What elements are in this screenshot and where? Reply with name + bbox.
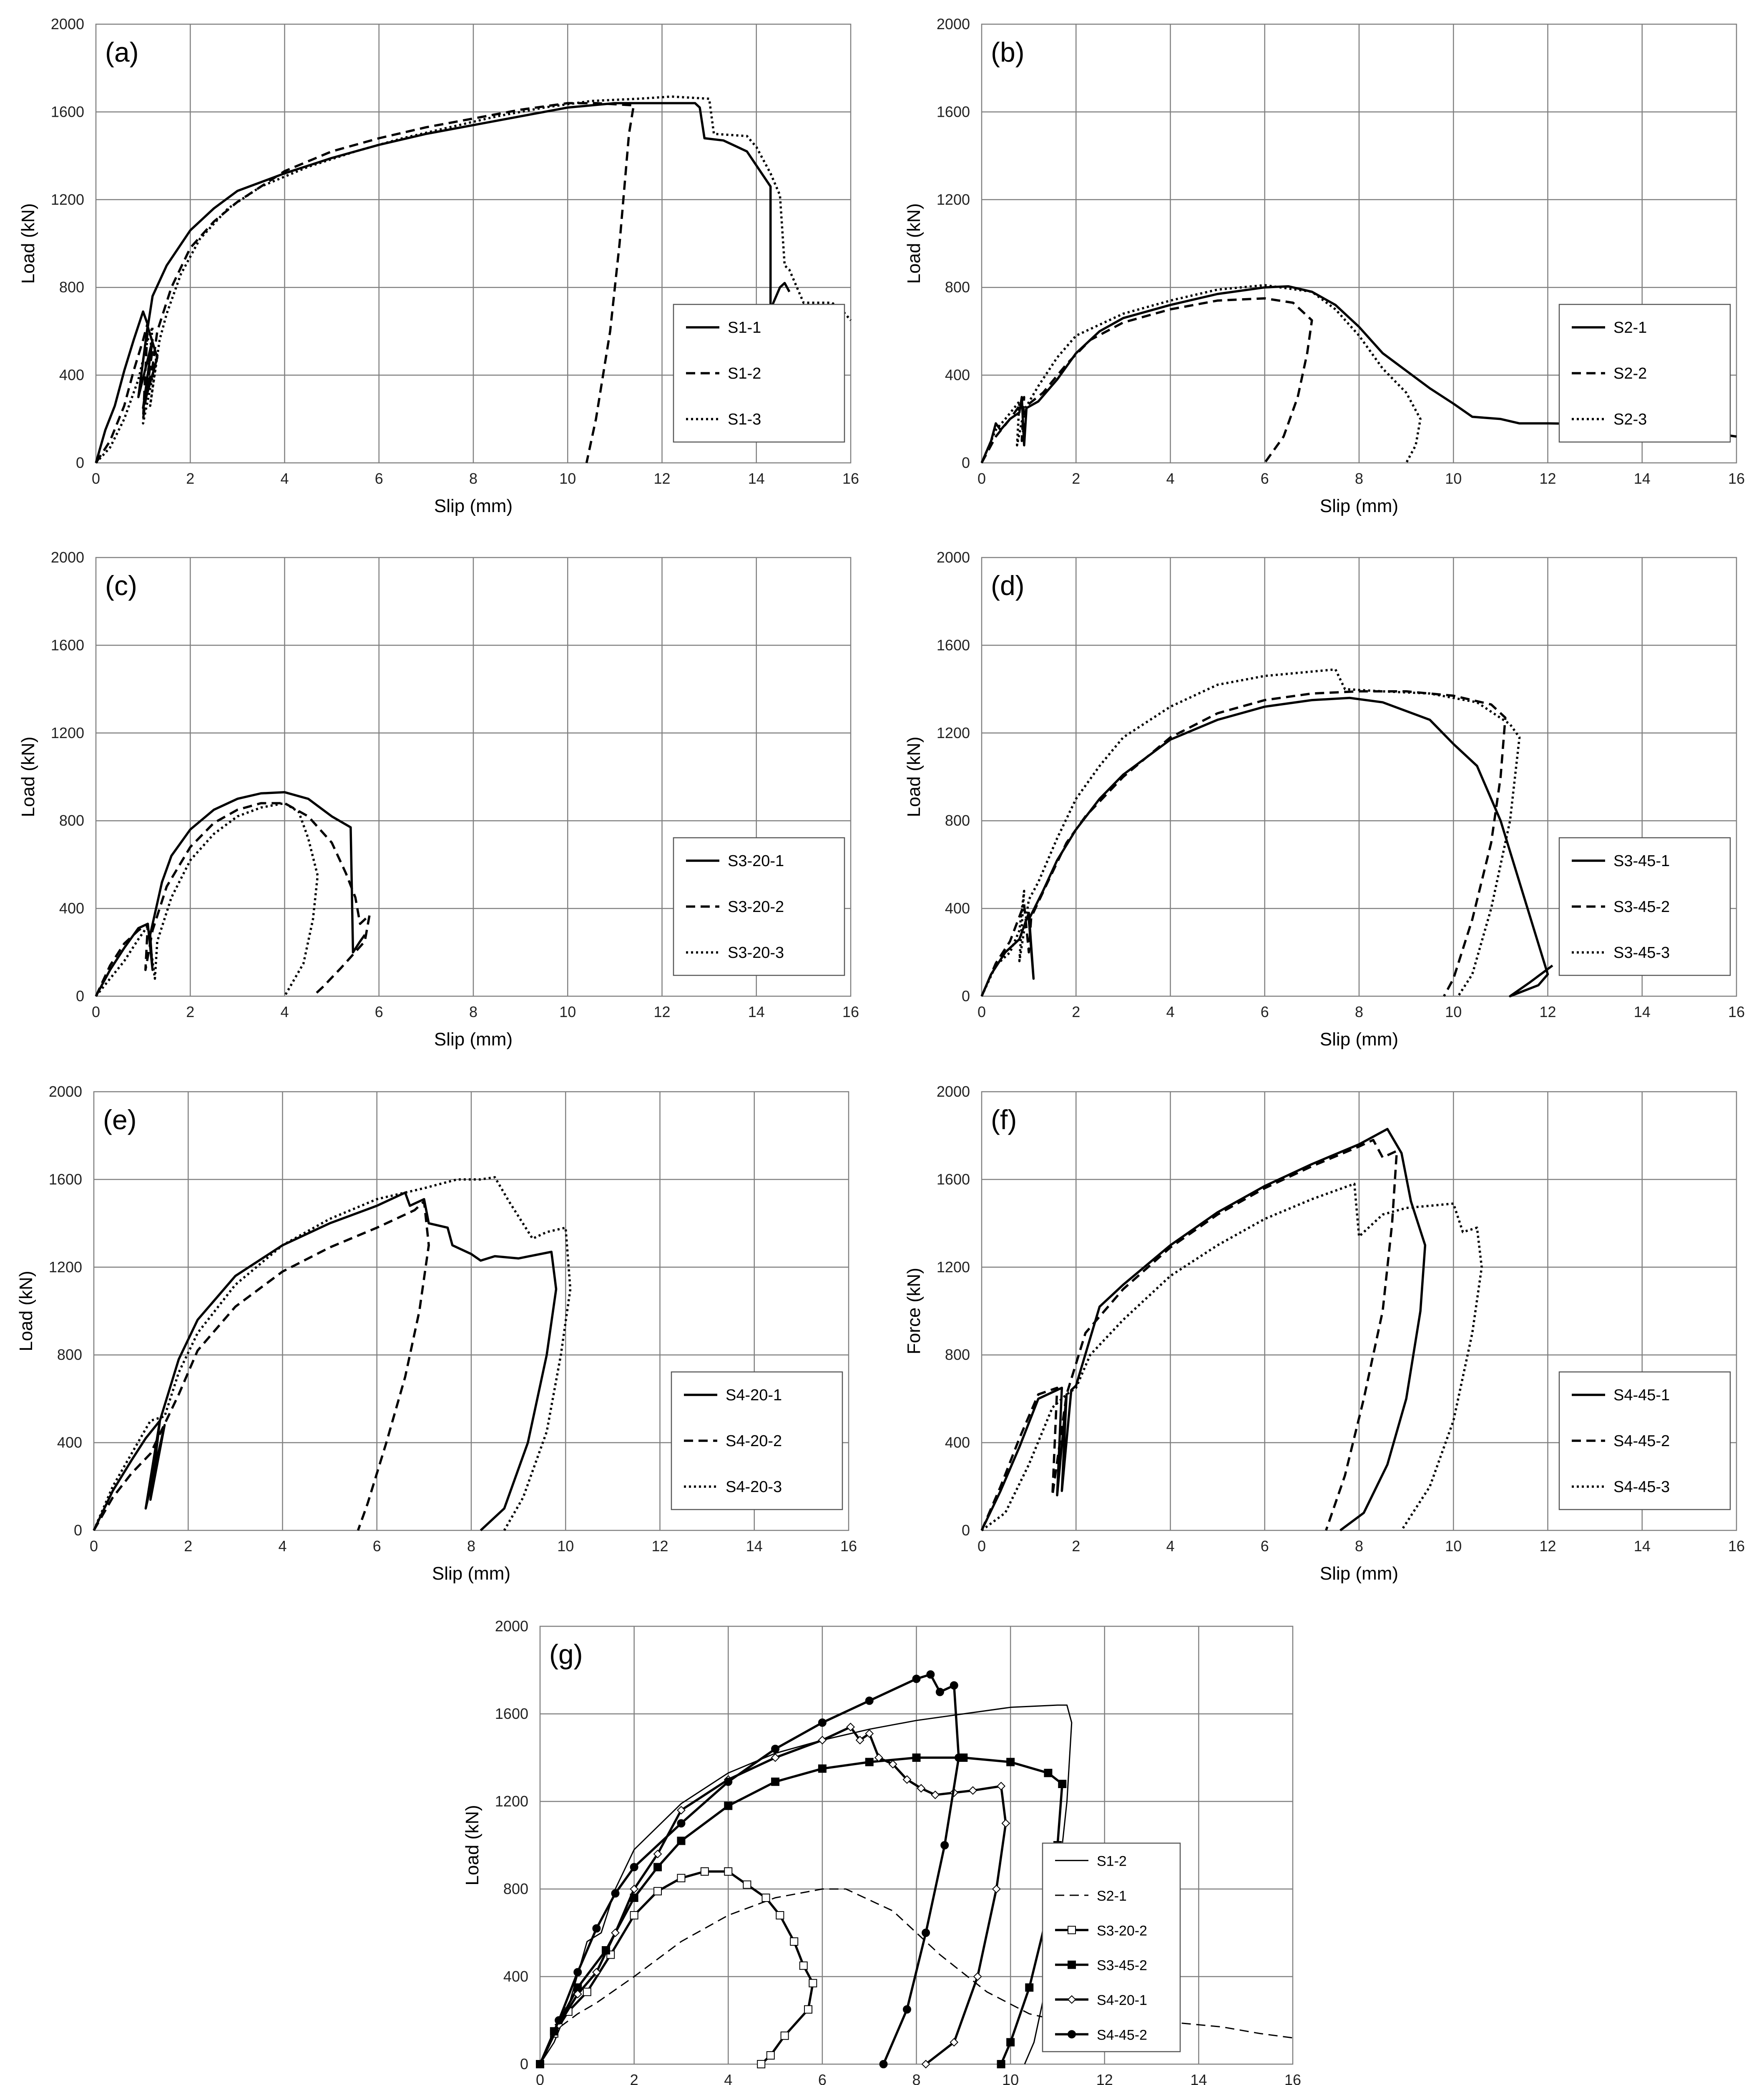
x-tick-label: 4 — [1166, 1537, 1175, 1555]
y-tick-label: 400 — [59, 899, 84, 917]
data-point-marker — [998, 1782, 1005, 1790]
data-point-marker — [1007, 2039, 1014, 2046]
x-tick-label: 12 — [1539, 1003, 1556, 1020]
y-tick-label: 2000 — [495, 1618, 528, 1635]
panel-label: (g) — [549, 1639, 583, 1670]
data-point-marker — [574, 1969, 581, 1976]
legend-label: S3-20-2 — [728, 898, 784, 916]
x-tick-label: 10 — [1445, 1537, 1462, 1555]
y-tick-label: 800 — [945, 1346, 970, 1364]
data-point-marker — [809, 1979, 817, 1987]
data-point-marker — [767, 2052, 774, 2059]
y-tick-label: 400 — [503, 1968, 528, 1985]
data-point-marker — [941, 1841, 948, 1849]
data-point-marker — [677, 1820, 685, 1827]
x-tick-label: 0 — [977, 1003, 986, 1020]
y-tick-label: 0 — [75, 987, 84, 1005]
x-tick-label: 0 — [91, 470, 101, 487]
data-point-marker — [677, 1874, 685, 1882]
y-tick-label: 400 — [57, 1434, 82, 1451]
data-point-marker — [724, 1778, 732, 1786]
chart-panel — [904, 15, 1745, 516]
x-tick-label: 14 — [746, 1537, 763, 1555]
chart-panel — [904, 1083, 1745, 1584]
y-tick-label: 1200 — [936, 1258, 970, 1276]
data-point-marker — [724, 1802, 732, 1810]
x-tick-label: 10 — [559, 1003, 576, 1020]
y-tick-label: 1600 — [50, 636, 84, 654]
legend-label: S2-3 — [1613, 411, 1647, 428]
data-point-marker — [998, 2060, 1005, 2068]
data-point-marker — [974, 1973, 981, 1980]
y-tick-label: 2000 — [936, 15, 970, 33]
data-point-marker — [654, 1887, 661, 1895]
x-tick-label: 14 — [748, 1003, 765, 1020]
x-tick-label: 10 — [1002, 2071, 1019, 2085]
panel-label: (f) — [991, 1104, 1017, 1135]
data-point-marker — [927, 1671, 934, 1678]
x-tick-label: 16 — [842, 470, 859, 487]
series-line — [540, 1871, 813, 2064]
data-point-marker — [932, 1791, 939, 1799]
legend-label: S3-20-1 — [728, 852, 784, 870]
x-tick-label: 12 — [1539, 470, 1556, 487]
legend — [1043, 1843, 1180, 2052]
y-tick-label: 800 — [59, 812, 84, 829]
data-point-marker — [1002, 1820, 1010, 1827]
legend-label: S1-2 — [728, 365, 761, 382]
chart-panel — [462, 1618, 1301, 2085]
x-tick-label: 8 — [1354, 470, 1364, 487]
series-line — [540, 1675, 959, 2065]
y-tick-label: 2000 — [936, 549, 970, 566]
panel-label: (e) — [103, 1104, 137, 1135]
x-tick-label: 0 — [91, 1003, 101, 1020]
chart-panel — [18, 549, 859, 1050]
x-tick-label: 6 — [1260, 470, 1269, 487]
data-point-marker — [922, 1929, 930, 1937]
x-axis-label: Slip (mm) — [434, 1029, 513, 1050]
data-point-marker — [866, 1697, 873, 1705]
y-tick-label: 800 — [503, 1880, 528, 1897]
legend-label: S2-1 — [1613, 319, 1647, 337]
data-point-marker — [701, 1868, 709, 1875]
x-tick-label: 8 — [467, 1537, 476, 1555]
data-point-marker — [771, 1745, 779, 1753]
y-tick-label: 2000 — [936, 1083, 970, 1100]
x-tick-label: 10 — [1445, 470, 1462, 487]
data-point-marker — [593, 1925, 600, 1932]
series-line — [96, 803, 369, 996]
x-axis-label: Slip (mm) — [1319, 1563, 1399, 1584]
data-point-marker — [654, 1864, 661, 1871]
data-point-marker — [536, 2060, 544, 2068]
legend-label: S1-1 — [728, 319, 761, 337]
y-tick-label: 800 — [945, 812, 970, 829]
x-tick-label: 2 — [1072, 1003, 1081, 1020]
x-tick-label: 10 — [559, 470, 576, 487]
x-tick-label: 2 — [1072, 470, 1081, 487]
data-point-marker — [1068, 1961, 1075, 1969]
legend-label: S3-45-2 — [1613, 898, 1670, 916]
y-axis-label: Load (kN) — [18, 203, 38, 284]
data-point-marker — [757, 2060, 765, 2068]
y-tick-label: 800 — [57, 1346, 82, 1364]
panel-label: (a) — [105, 37, 139, 68]
x-tick-label: 16 — [842, 1003, 859, 1020]
legend — [1559, 838, 1730, 975]
data-point-marker — [1044, 1769, 1052, 1777]
x-tick-label: 2 — [186, 1003, 195, 1020]
y-tick-label: 0 — [961, 1522, 970, 1539]
y-tick-label: 1200 — [936, 724, 970, 741]
x-tick-label: 2 — [630, 2071, 638, 2085]
data-point-marker — [993, 1885, 1000, 1893]
data-point-marker — [936, 1688, 944, 1696]
x-axis-label: Slip (mm) — [1319, 496, 1399, 516]
y-axis-label: Load (kN) — [18, 736, 38, 817]
legend-label: S1-2 — [1097, 1853, 1127, 1869]
legend-label: S3-20-2 — [1097, 1923, 1147, 1939]
x-tick-label: 6 — [818, 2071, 827, 2085]
data-point-marker — [913, 1675, 920, 1683]
chart-panel — [904, 549, 1745, 1050]
x-tick-label: 6 — [1260, 1537, 1269, 1555]
x-tick-label: 14 — [748, 470, 765, 487]
panel-label: (c) — [105, 570, 137, 601]
legend-label: S3-20-3 — [728, 944, 784, 962]
data-point-marker — [819, 1719, 826, 1726]
x-tick-label: 14 — [1633, 1003, 1651, 1020]
y-axis-label: Force (kN) — [904, 1268, 924, 1354]
y-tick-label: 1200 — [50, 191, 84, 208]
y-tick-label: 0 — [961, 454, 970, 471]
data-point-marker — [1068, 2030, 1075, 2038]
legend-label: S1-3 — [728, 411, 761, 428]
legend-label: S3-45-2 — [1097, 1957, 1147, 1974]
x-axis-label: Slip (mm) — [434, 496, 513, 516]
series-line — [94, 1177, 570, 1530]
data-point-marker — [819, 1765, 826, 1772]
x-tick-label: 12 — [653, 470, 671, 487]
data-point-marker — [631, 1864, 638, 1871]
data-point-marker — [1007, 1758, 1014, 1766]
y-axis-label: Load (kN) — [904, 203, 924, 284]
x-tick-label: 14 — [1633, 1537, 1651, 1555]
data-point-marker — [804, 2006, 812, 2013]
series-line — [982, 698, 1553, 996]
legend — [1559, 304, 1730, 442]
x-axis-label: Slip (mm) — [1319, 1029, 1399, 1050]
x-tick-label: 14 — [1633, 470, 1651, 487]
x-tick-label: 4 — [280, 1003, 289, 1020]
x-tick-label: 6 — [374, 470, 383, 487]
data-point-marker — [781, 2032, 789, 2040]
panel-label: (d) — [991, 570, 1025, 601]
y-tick-label: 800 — [945, 279, 970, 296]
legend-label: S3-45-1 — [1613, 852, 1670, 870]
data-point-marker — [950, 1682, 958, 1689]
legend — [671, 1372, 842, 1510]
y-tick-label: 400 — [59, 366, 84, 384]
x-tick-label: 12 — [1539, 1537, 1556, 1555]
series-line — [94, 1193, 556, 1530]
x-tick-label: 4 — [280, 470, 289, 487]
legend-label: S4-20-3 — [726, 1478, 782, 1496]
y-axis-label: Load (kN) — [462, 1805, 482, 1886]
x-tick-label: 12 — [1096, 2071, 1113, 2085]
x-tick-label: 10 — [557, 1537, 574, 1555]
y-axis-label: Load (kN) — [904, 736, 924, 817]
legend-label: S2-1 — [1097, 1888, 1127, 1904]
y-tick-label: 2000 — [50, 549, 84, 566]
x-tick-label: 4 — [1166, 470, 1175, 487]
y-tick-label: 400 — [945, 366, 970, 384]
y-tick-label: 800 — [59, 279, 84, 296]
data-point-marker — [790, 1938, 798, 1945]
legend-label: S2-2 — [1613, 365, 1647, 382]
chart-panel — [16, 1083, 857, 1584]
data-point-marker — [1068, 1926, 1075, 1934]
x-tick-label: 2 — [1072, 1537, 1081, 1555]
y-tick-label: 1200 — [936, 191, 970, 208]
x-tick-label: 2 — [184, 1537, 193, 1555]
x-tick-label: 2 — [186, 470, 195, 487]
data-point-marker — [631, 1912, 638, 1919]
legend-label: S4-45-2 — [1097, 2027, 1147, 2043]
legend-label: S4-45-1 — [1613, 1387, 1670, 1404]
series-line — [982, 1184, 1482, 1530]
data-point-marker — [771, 1778, 779, 1786]
x-tick-label: 8 — [1354, 1537, 1364, 1555]
data-point-marker — [866, 1758, 873, 1766]
y-tick-label: 1200 — [48, 1258, 82, 1276]
data-point-marker — [1025, 1984, 1033, 1991]
x-tick-label: 16 — [1728, 1003, 1745, 1020]
legend-label: S4-45-3 — [1613, 1478, 1670, 1496]
data-point-marker — [969, 1787, 977, 1794]
x-tick-label: 8 — [1354, 1003, 1364, 1020]
data-point-marker — [724, 1868, 732, 1875]
y-axis-label: Load (kN) — [16, 1271, 36, 1351]
x-tick-label: 0 — [535, 2071, 545, 2085]
y-tick-label: 1200 — [50, 724, 84, 741]
y-tick-label: 1200 — [495, 1793, 528, 1810]
data-point-marker — [612, 1890, 619, 1897]
x-tick-label: 6 — [374, 1003, 383, 1020]
data-point-marker — [677, 1837, 685, 1845]
series-line — [94, 1201, 429, 1530]
x-tick-label: 16 — [1728, 1537, 1745, 1555]
data-point-marker — [913, 1754, 920, 1761]
legend — [673, 304, 844, 442]
legend-label: S4-20-1 — [1097, 1992, 1147, 2008]
series-line — [982, 285, 1420, 463]
data-point-marker — [819, 1736, 826, 1744]
data-point-marker — [903, 2006, 911, 2013]
legend — [1559, 1372, 1730, 1510]
x-tick-label: 6 — [1260, 1003, 1269, 1020]
legend-label: S4-20-1 — [726, 1387, 782, 1404]
chart-panel — [18, 15, 859, 516]
x-tick-label: 8 — [912, 2071, 921, 2085]
data-point-marker — [583, 1988, 591, 1996]
panel-label: (b) — [991, 37, 1025, 68]
series-line — [982, 1140, 1397, 1530]
x-tick-label: 12 — [651, 1537, 668, 1555]
y-tick-label: 0 — [75, 454, 84, 471]
x-tick-label: 10 — [1445, 1003, 1462, 1020]
series-line — [982, 669, 1520, 996]
x-tick-label: 4 — [278, 1537, 287, 1555]
x-tick-label: 8 — [469, 1003, 478, 1020]
legend-label: S4-45-2 — [1613, 1432, 1670, 1450]
x-tick-label: 16 — [1728, 470, 1745, 487]
y-tick-label: 400 — [945, 899, 970, 917]
x-tick-label: 6 — [372, 1537, 381, 1555]
y-tick-label: 1600 — [495, 1705, 528, 1722]
legend-label: S4-20-2 — [726, 1432, 782, 1450]
legend-box — [1043, 1843, 1180, 2052]
x-axis-label: Slip (mm) — [432, 1563, 511, 1584]
x-tick-label: 12 — [653, 1003, 671, 1020]
series-line — [982, 691, 1505, 996]
y-tick-label: 1600 — [48, 1171, 82, 1188]
y-tick-label: 2000 — [48, 1083, 82, 1100]
data-point-marker — [1058, 1780, 1066, 1788]
data-point-marker — [880, 2060, 887, 2068]
y-tick-label: 0 — [73, 1522, 82, 1539]
x-tick-label: 16 — [840, 1537, 857, 1555]
y-tick-label: 1600 — [936, 636, 970, 654]
y-tick-label: 2000 — [50, 15, 84, 33]
y-tick-label: 1600 — [936, 103, 970, 121]
data-point-marker — [555, 2017, 563, 2024]
x-tick-label: 0 — [89, 1537, 98, 1555]
legend-label: S3-45-3 — [1613, 944, 1670, 962]
x-tick-label: 16 — [1284, 2071, 1302, 2085]
x-tick-label: 14 — [1190, 2071, 1207, 2085]
x-tick-label: 0 — [977, 470, 986, 487]
data-point-marker — [776, 1912, 784, 1919]
data-point-marker — [743, 1881, 751, 1889]
x-tick-label: 8 — [469, 470, 478, 487]
legend — [673, 838, 844, 975]
y-tick-label: 0 — [961, 987, 970, 1005]
y-tick-label: 1600 — [936, 1171, 970, 1188]
x-tick-label: 0 — [977, 1537, 986, 1555]
y-tick-label: 400 — [945, 1434, 970, 1451]
series-line — [982, 299, 1312, 463]
x-tick-label: 4 — [1166, 1003, 1175, 1020]
y-tick-label: 0 — [520, 2055, 528, 2072]
data-point-marker — [762, 1894, 770, 1902]
data-point-marker — [800, 1962, 807, 1969]
data-point-marker — [955, 1754, 962, 1761]
y-tick-label: 1600 — [50, 103, 84, 121]
x-tick-label: 4 — [724, 2071, 733, 2085]
